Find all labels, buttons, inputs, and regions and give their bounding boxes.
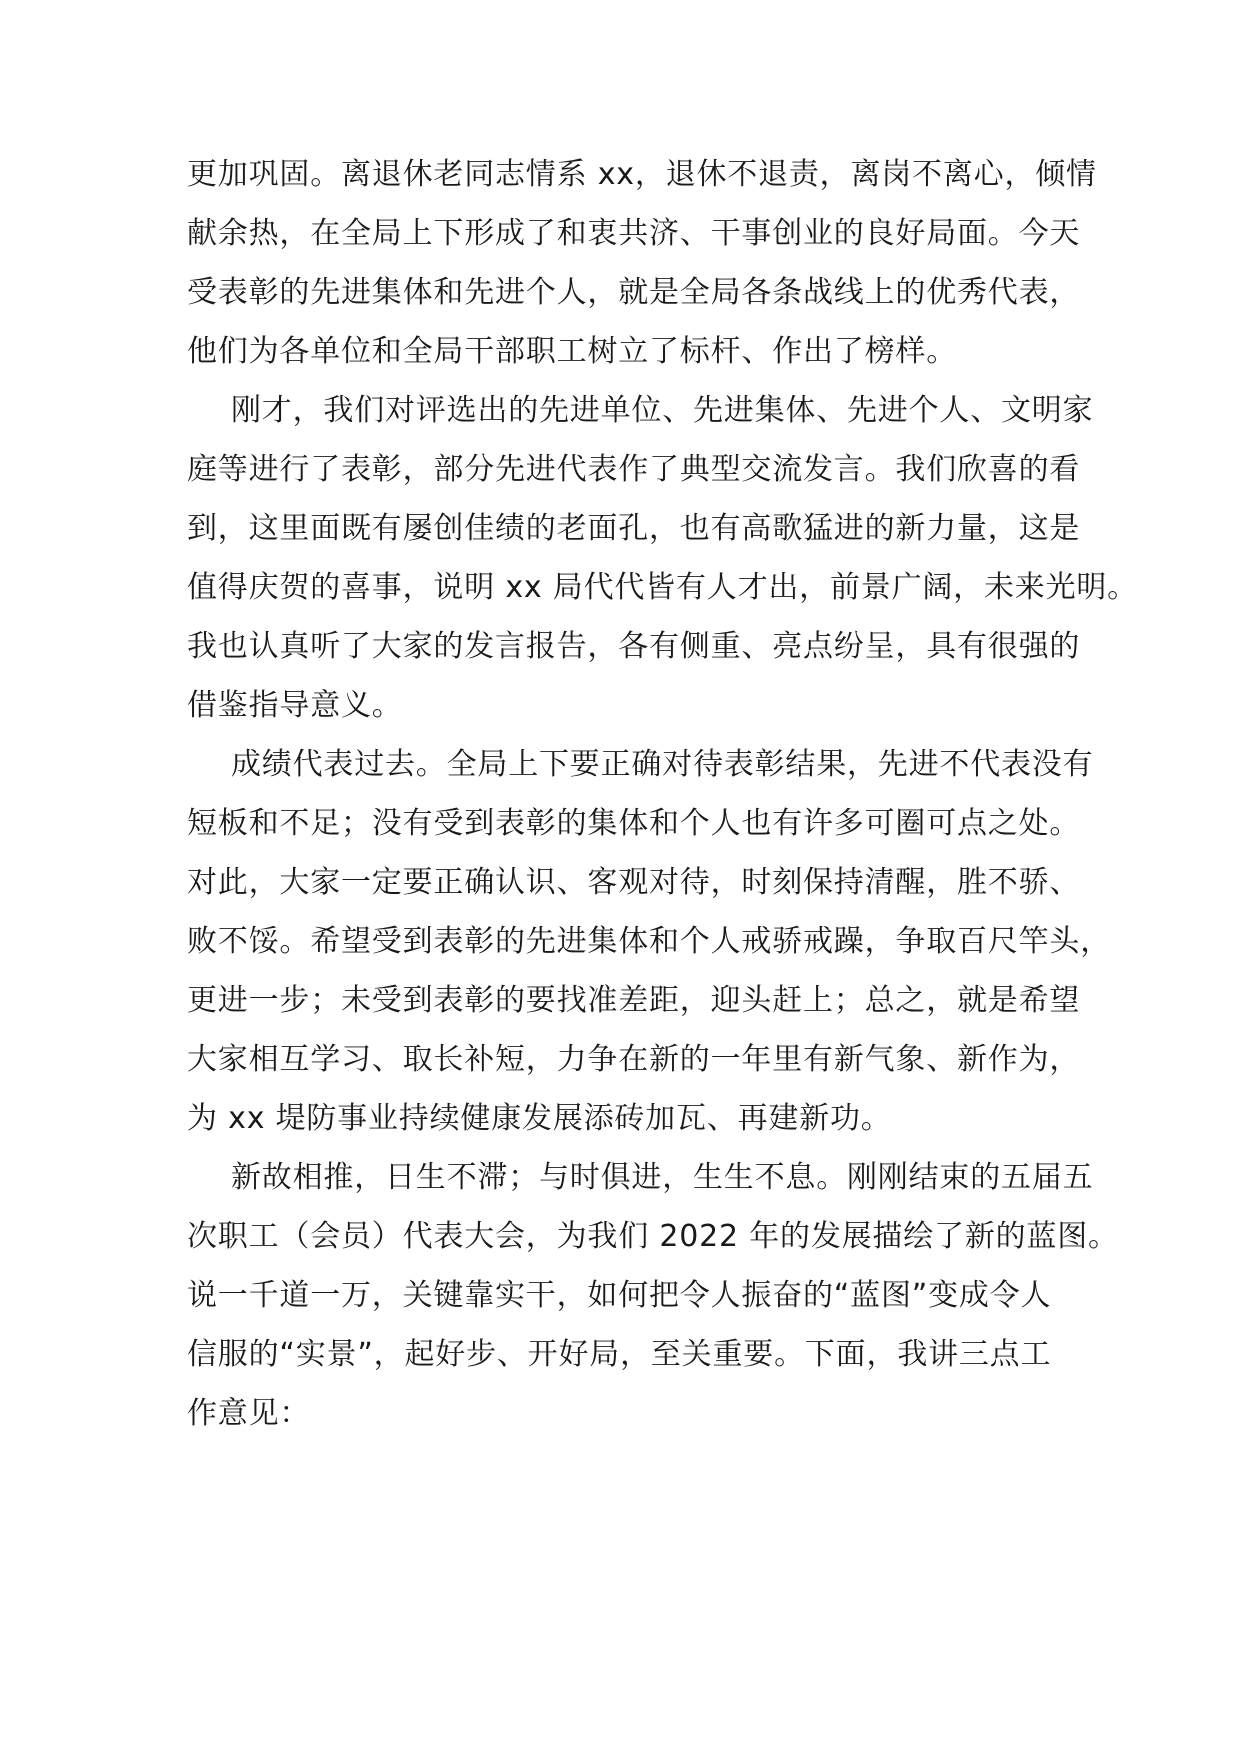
- paragraph-start-line-18: 新故相推，日生不滞；与时俱进，生生不息。刚刚结束的五届五: [231, 1160, 1094, 1195]
- text-line-19: 次职工（会员）代表大会，为我们 2022 年的发展描绘了新的蓝图。: [187, 1219, 1119, 1254]
- text-line-6: 庭等进行了表彰，部分先进代表作了典型交流发言。我们欣喜的看: [187, 452, 1081, 487]
- text-line-2: 献余热，在全局上下形成了和衷共济、干事创业的良好局面。今天: [187, 216, 1081, 251]
- paragraph-start-line-11: 成绩代表过去。全局上下要正确对待表彰结果，先进不代表没有: [231, 747, 1094, 782]
- text-line-7: 到，这里面既有屡创佳绩的老面孔，也有高歌猛进的新力量，这是: [187, 511, 1081, 546]
- text-line-16: 大家相互学习、取长补短，力争在新的一年里有新气象、新作为，: [187, 1042, 1081, 1077]
- text-line-14: 败不馁。希望受到表彰的先进集体和个人戒骄戒躁，争取百尺竿头，: [187, 924, 1111, 959]
- text-line-12: 短板和不足；没有受到表彰的集体和个人也有许多可圈可点之处。: [187, 806, 1081, 841]
- text-line-3: 受表彰的先进集体和先进个人，就是全局各条战线上的优秀代表，: [187, 275, 1081, 310]
- text-line-13: 对此，大家一定要正确认识、客观对待，时刻保持清醒，胜不骄、: [187, 865, 1081, 900]
- text-line-20: 说一千道一万，关键靠实干，如何把令人振奋的“蓝图”变成令人: [187, 1278, 1052, 1313]
- text-line-17: 为 xx 堤防事业持续健康发展添砖加瓦、再建新功。: [187, 1101, 892, 1136]
- text-line-22: 作意见：: [187, 1396, 311, 1431]
- text-line-9: 我也认真听了大家的发言报告，各有侧重、亮点纷呈，具有很强的: [187, 629, 1081, 664]
- text-line-10: 借鉴指导意义。: [187, 688, 403, 723]
- text-line-21: 信服的“实景”，起好步、开好局，至关重要。下面，我讲三点工: [187, 1337, 1052, 1372]
- text-line-8: 值得庆贺的喜事，说明 xx 局代代皆有人才出，前景广阔，未来光明。: [187, 570, 1138, 605]
- text-line-4: 他们为各单位和全局干部职工树立了标杆、作出了榜样。: [187, 334, 957, 369]
- text-line-15: 更进一步；未受到表彰的要找准差距，迎头赶上；总之，就是希望: [187, 983, 1081, 1018]
- text-line-1: 更加巩固。离退休老同志情系 xx，退休不退责，离岗不离心，倾情: [187, 157, 1097, 192]
- paragraph-start-line-5: 刚才，我们对评选出的先进单位、先进集体、先进个人、文明家: [231, 393, 1094, 428]
